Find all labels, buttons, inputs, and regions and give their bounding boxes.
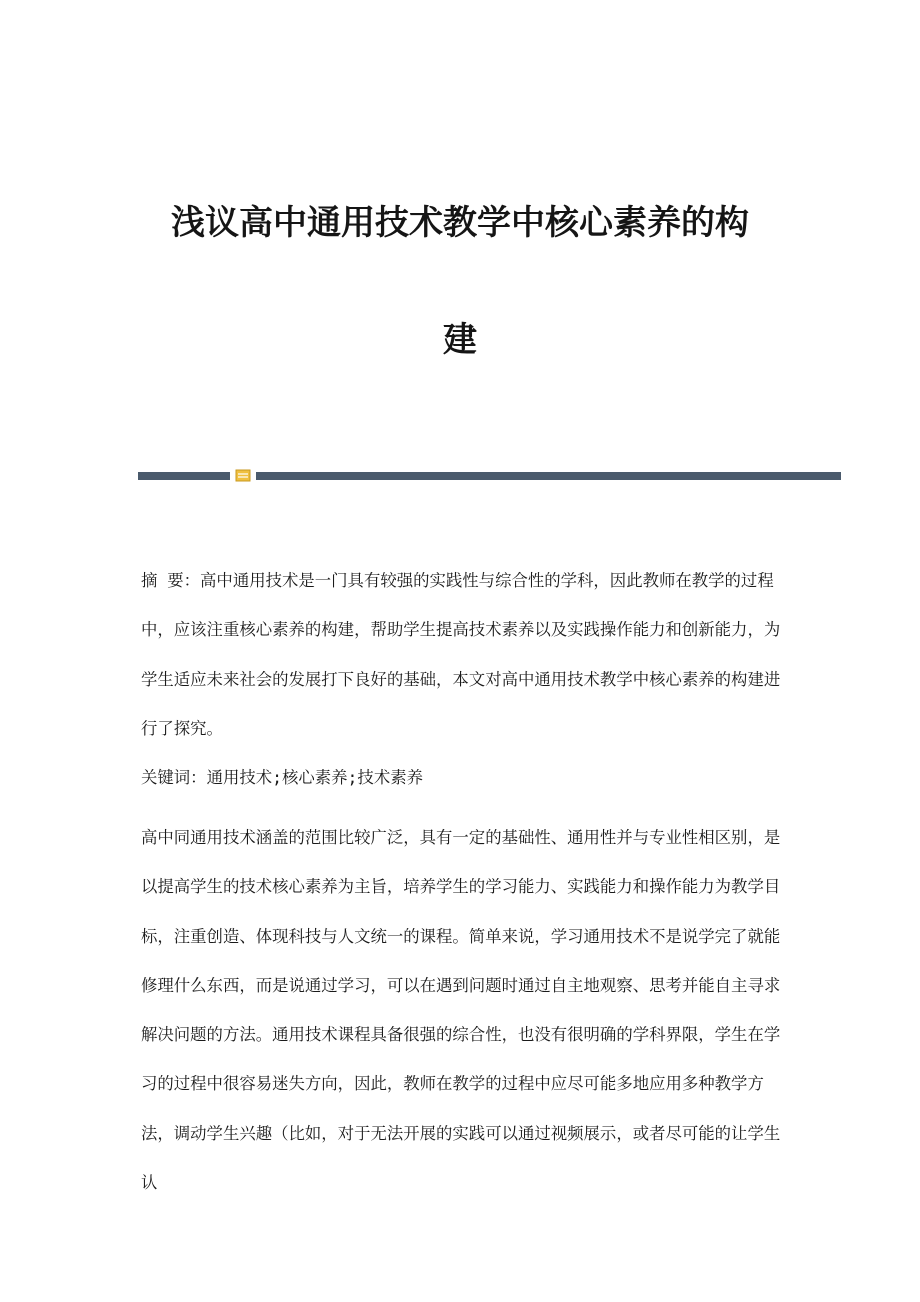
keywords	[141, 753, 781, 802]
divider-emblem-icon	[235, 469, 251, 482]
divider-bar-right	[256, 472, 841, 480]
keywords-label: 关键词：	[141, 768, 207, 787]
body-paragraph: 高中同通用技术涵盖的范围比较广泛，具有一定的基础性、通用性并与专业性相区别，是以提高学生的技术核心素养为主旨，培养学生的学习能力、实践能力和操作能力为教学目标，注重创造、体现科技与人文统一的课程。简单来说，学习通用技术不是说学完了就能修理什么东西，而是说通过学习，可以在遇到问题时通过自主地观察、思考并能自主寻求解决问题的方法。通用技术课程具备很强的综合性，也没有很明确的学科界限，学生在学习的过程中很容易迷失方向，因此，教师在教学的过程中应尽可能多地应用多种教学方法，调动学生兴趣（比如，对于无法开展的实践可以通过视频展示，或者尽可能的让学生认	[141, 828, 781, 1193]
document-title-line-1: 浅议高中通用技术教学中核心素养的构	[171, 203, 749, 243]
abstract-text: 高中通用技术是一门具有较强的实践性与综合性的学科，因此教师在教学的过程中，应该注重核心素养的构建，帮助学生提高技术素养以及实践操作能力和创新能力，为学生适应未来社会的发展打下良好的基础，本文对高中通用技术教学中核心素养的构建进行了探究。	[141, 571, 781, 738]
abstract-label: 摘 要：	[141, 571, 201, 590]
keywords-text: 通用技术;核心素养;技术素养	[206, 768, 423, 787]
divider-bar-left	[138, 472, 230, 480]
abstract	[141, 556, 781, 753]
title-divider	[138, 469, 841, 483]
document-title-line-2: 建	[443, 320, 477, 360]
